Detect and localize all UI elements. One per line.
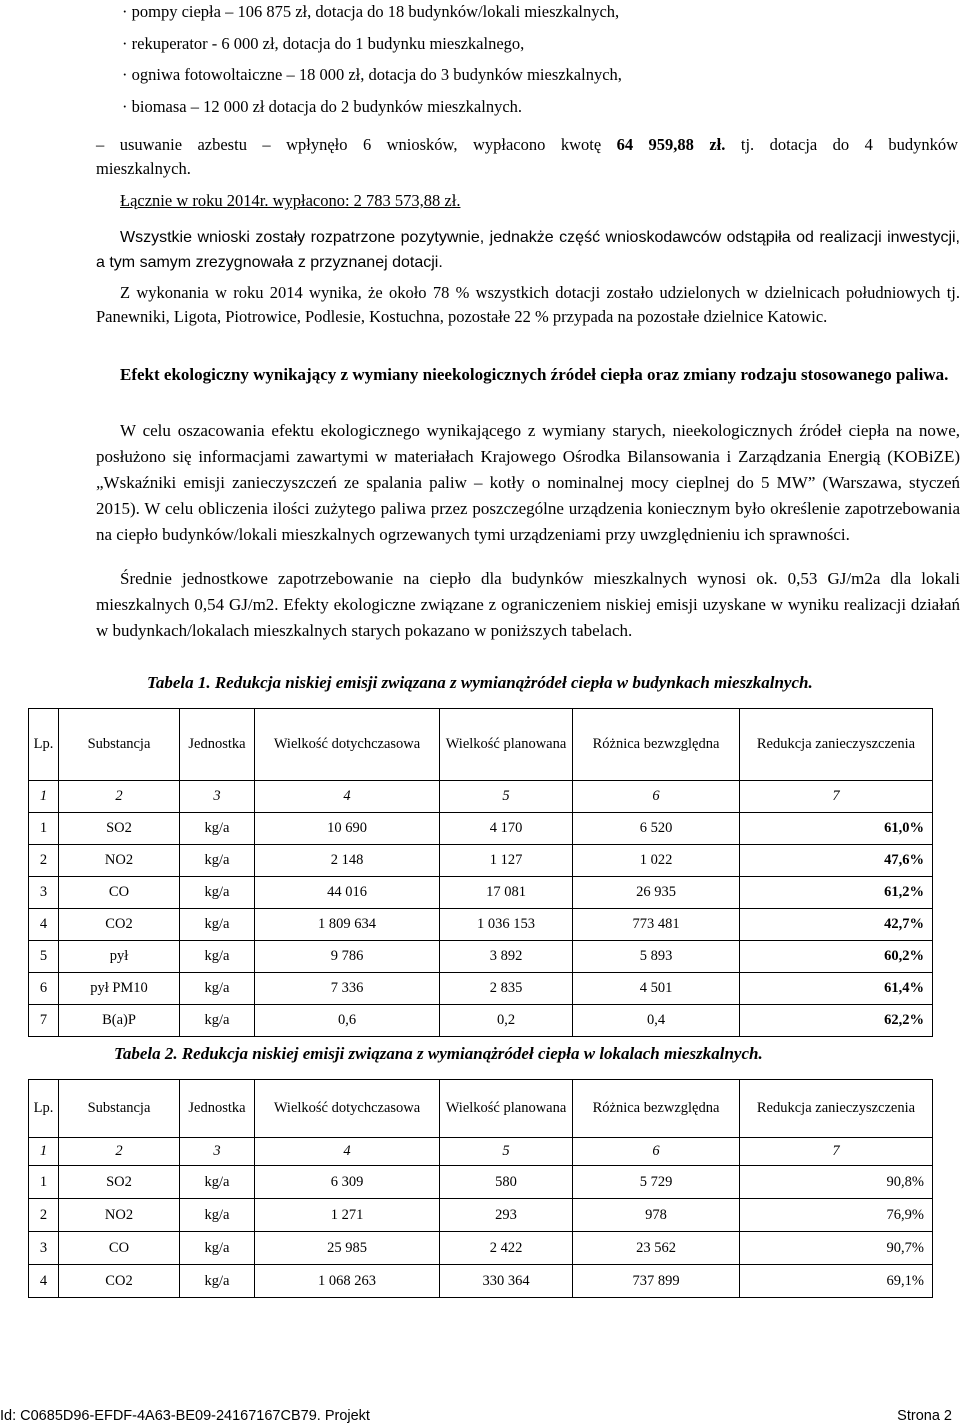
table-cell: 580: [440, 1166, 573, 1199]
paragraph-text: W celu oszacowania efektu ekologicznego wynikającego z wymiany starych, nieekologicznych źródeł ciepła na nowe, posłużono się informacjami zawartymi w materiałach Krajowego Ośrodka Bilansowania i Zarządzania Energią (KOBiZE) „Wskaźniki emisji zanieczyszczeń ze spalania paliw – kotły o nominalnej mocy cieplnej do 5 MW” (Warszawa, styczeń 2015). W celu obliczenia ilości zużytego paliwa przez poszczególne urządzenia koniecznym było określenie zapotrzebowania na ciepło budynków/lokali mieszkalnych ogrzewanych tymi urządzeniami przy uwzględnieniu ich sprawności.: [96, 421, 960, 544]
table-cell: 293: [440, 1199, 573, 1232]
document-id: Id: C0685D96-EFDF-4A63-BE09-24167167CB79. Projekt: [0, 1408, 370, 1424]
table-cell: 26 935: [573, 877, 740, 909]
paragraph-text: Wszystkie wnioski zostały rozpatrzone pozytywnie, jednakże część wnioskodawców odstąpiła od realizacji inwestycji, a tym samym zrezygnowała z przyznanej dotacji.: [96, 229, 960, 271]
page-number: Strona 2: [897, 1408, 952, 1424]
table-row: [29, 973, 933, 1005]
column-header: Lp.: [29, 709, 59, 781]
table-row: [29, 845, 933, 877]
table-cell: 2 835: [440, 973, 573, 1005]
table-cell: 61,0%: [740, 813, 933, 845]
table-cell: 330 364: [440, 1265, 573, 1298]
column-header: Wielkość planowana: [440, 709, 573, 781]
column-header: Różnica bezwzględna: [573, 1080, 740, 1138]
column-header: Jednostka: [180, 1080, 255, 1138]
table2-caption: Tabela 2. Redukcja niskiej emisji związana z wymianążródeł ciepła w lokalach mieszkalnych.: [114, 1044, 763, 1063]
table-cell: 4: [29, 909, 59, 941]
table-cell: 0,2: [440, 1005, 573, 1037]
table-cell: 1 127: [440, 845, 573, 877]
table2: [28, 1079, 933, 1298]
table-row: [29, 1005, 933, 1037]
table-cell: 6 309: [255, 1166, 440, 1199]
list-item: · rekuperator - 6 000 zł, dotacja do 1 budynku mieszkalnego,: [122, 33, 525, 53]
column-header: Wielkość planowana: [440, 1080, 573, 1138]
section-heading: [96, 362, 960, 387]
table-cell: 23 562: [573, 1232, 740, 1265]
table-cell: 10 690: [255, 813, 440, 845]
table-cell: 42,7%: [740, 909, 933, 941]
column-header: Substancja: [59, 709, 180, 781]
table-cell: 3 892: [440, 941, 573, 973]
table-cell: 25 985: [255, 1232, 440, 1265]
table-cell: 9 786: [255, 941, 440, 973]
table-cell: 7: [29, 1005, 59, 1037]
table-cell: kg/a: [180, 813, 255, 845]
table-cell: 1 068 263: [255, 1265, 440, 1298]
table-cell: 4 170: [440, 813, 573, 845]
column-number: 5: [440, 781, 573, 813]
table-cell: pył PM10: [59, 973, 180, 1005]
column-number: 6: [573, 781, 740, 813]
table-cell: 62,2%: [740, 1005, 933, 1037]
table-cell: kg/a: [180, 1166, 255, 1199]
table-row: [29, 877, 933, 909]
table-cell: 3: [29, 1232, 59, 1265]
column-header: Redukcja zanieczyszczenia: [740, 1080, 933, 1138]
column-number: 6: [573, 1138, 740, 1166]
column-number: 7: [740, 781, 933, 813]
table-row: [29, 813, 933, 845]
table-cell: 7 336: [255, 973, 440, 1005]
table-cell: kg/a: [180, 1199, 255, 1232]
total-paid: [120, 190, 460, 212]
table-cell: CO: [59, 1232, 180, 1265]
total-paid-text: Łącznie w roku 2014r. wypłacono: 2 783 573,88 zł.: [120, 191, 461, 210]
paragraph-demand: [96, 566, 960, 644]
table-row: [29, 941, 933, 973]
table-cell: kg/a: [180, 909, 255, 941]
table-cell: 2: [29, 845, 59, 877]
column-header: Lp.: [29, 1080, 59, 1138]
table-row: [29, 1232, 933, 1265]
table-cell: SO2: [59, 1166, 180, 1199]
paragraph-all-applications: [96, 225, 960, 275]
column-number: 4: [255, 781, 440, 813]
table-header-row: [29, 709, 933, 781]
table-row: [29, 1265, 933, 1298]
subsidy-list: [122, 0, 622, 126]
paragraph-method: [96, 418, 960, 548]
table-cell: 47,6%: [740, 845, 933, 877]
column-number: 7: [740, 1138, 933, 1166]
table-cell: pył: [59, 941, 180, 973]
table-row: [29, 1199, 933, 1232]
table-cell: SO2: [59, 813, 180, 845]
table-cell: kg/a: [180, 1005, 255, 1037]
table1: [28, 708, 933, 1037]
table-cell: kg/a: [180, 941, 255, 973]
table-cell: 1 022: [573, 845, 740, 877]
table-cell: CO2: [59, 1265, 180, 1298]
asbestos-text-end: tj. dotacja do 4 budynków: [725, 135, 958, 154]
table1-caption: Tabela 1. Redukcja niskiej emisji związana z wymianążródeł ciepła w budynkach mieszkalnych.: [147, 673, 813, 692]
table-row: [29, 909, 933, 941]
table-cell: 90,7%: [740, 1232, 933, 1265]
table-cell: 60,2%: [740, 941, 933, 973]
table-cell: 69,1%: [740, 1265, 933, 1298]
column-header: Redukcja zanieczyszczenia: [740, 709, 933, 781]
column-header: Substancja: [59, 1080, 180, 1138]
table-cell: 4 501: [573, 973, 740, 1005]
column-number: 1: [29, 1138, 59, 1166]
table-cell: 2 422: [440, 1232, 573, 1265]
column-number: 3: [180, 781, 255, 813]
table-row: [29, 1166, 933, 1199]
column-header: Wielkość dotychczasowa: [255, 1080, 440, 1138]
column-number-row: [29, 781, 933, 813]
table-cell: kg/a: [180, 1232, 255, 1265]
table-cell: 5 729: [573, 1166, 740, 1199]
table-cell: 6: [29, 973, 59, 1005]
asbestos-item: [96, 133, 958, 181]
table-cell: 2 148: [255, 845, 440, 877]
table-cell: 90,8%: [740, 1166, 933, 1199]
table-cell: 76,9%: [740, 1199, 933, 1232]
table-cell: kg/a: [180, 1265, 255, 1298]
column-header: Wielkość dotychczasowa: [255, 709, 440, 781]
table-cell: 61,2%: [740, 877, 933, 909]
table-cell: 978: [573, 1199, 740, 1232]
column-number: 1: [29, 781, 59, 813]
column-header: Różnica bezwzględna: [573, 709, 740, 781]
table-cell: 3: [29, 877, 59, 909]
list-item: · pompy ciepła – 106 875 zł, dotacja do 18 budynków/lokali mieszkalnych,: [122, 2, 620, 21]
column-number: 2: [59, 781, 180, 813]
table-cell: B(a)P: [59, 1005, 180, 1037]
table-cell: 0,6: [255, 1005, 440, 1037]
paragraph-text: Średnie jednostkowe zapotrzebowanie na ciepło dla budynków mieszkalnych wynosi ok. 0,53 GJ/m2a dla lokali mieszkalnych 0,54 GJ/m2. Efekty ekologiczne związane z ograniczeniem niskiej emisji uzyskane w wyniku realizacji działań w budynkach/lokalach mieszkalnych starych pokazano w poniższych tabelach.: [96, 569, 960, 640]
table-cell: NO2: [59, 1199, 180, 1232]
column-number: 4: [255, 1138, 440, 1166]
asbestos-line2: mieszkalnych.: [96, 159, 191, 178]
table-cell: kg/a: [180, 845, 255, 877]
table-cell: 6 520: [573, 813, 740, 845]
table-cell: NO2: [59, 845, 180, 877]
table-cell: 1 809 634: [255, 909, 440, 941]
table-cell: CO2: [59, 909, 180, 941]
table-header-row: [29, 1080, 933, 1138]
table-cell: 1 036 153: [440, 909, 573, 941]
list-item: · biomasa – 12 000 zł dotacja do 2 budynków mieszkalnych.: [122, 96, 523, 116]
paragraph-south-districts: [96, 281, 960, 329]
table-cell: 1: [29, 813, 59, 845]
table-cell: 2: [29, 1199, 59, 1232]
column-number-row: [29, 1138, 933, 1166]
table-cell: 0,4: [573, 1005, 740, 1037]
table-cell: 61,4%: [740, 973, 933, 1005]
table-cell: kg/a: [180, 877, 255, 909]
table-cell: 737 899: [573, 1265, 740, 1298]
table-cell: CO: [59, 877, 180, 909]
heading-text: Efekt ekologiczny wynikający z wymiany nieekologicznych źródeł ciepła oraz zmiany rodzaju stosowanego paliwa.: [120, 365, 949, 384]
table-cell: 773 481: [573, 909, 740, 941]
table-cell: kg/a: [180, 973, 255, 1005]
asbestos-amount: 64 959,88 zł.: [616, 135, 726, 154]
table-cell: 4: [29, 1265, 59, 1298]
table-cell: 17 081: [440, 877, 573, 909]
column-number: 3: [180, 1138, 255, 1166]
table-cell: 44 016: [255, 877, 440, 909]
asbestos-text: – usuwanie azbestu – wpłynęło 6 wniosków, wypłacono kwotę: [96, 135, 617, 154]
table-cell: 5 893: [573, 941, 740, 973]
column-header: Jednostka: [180, 709, 255, 781]
table-cell: 1: [29, 1166, 59, 1199]
table-cell: 1 271: [255, 1199, 440, 1232]
table-cell: 5: [29, 941, 59, 973]
list-item: · ogniwa fotowoltaiczne – 18 000 zł, dotacja do 3 budynków mieszkalnych,: [122, 65, 622, 84]
column-number: 2: [59, 1138, 180, 1166]
column-number: 5: [440, 1138, 573, 1166]
paragraph-text: Z wykonania w roku 2014 wynika, że około 78 % wszystkich dotacji zostało udzielonych w dzielnicach południowych tj. Panewniki, Ligota, Piotrowice, Podlesie, Kostuchna, pozostałe 22 % przypada na pozostałe dzielnice Katowic.: [96, 283, 960, 326]
